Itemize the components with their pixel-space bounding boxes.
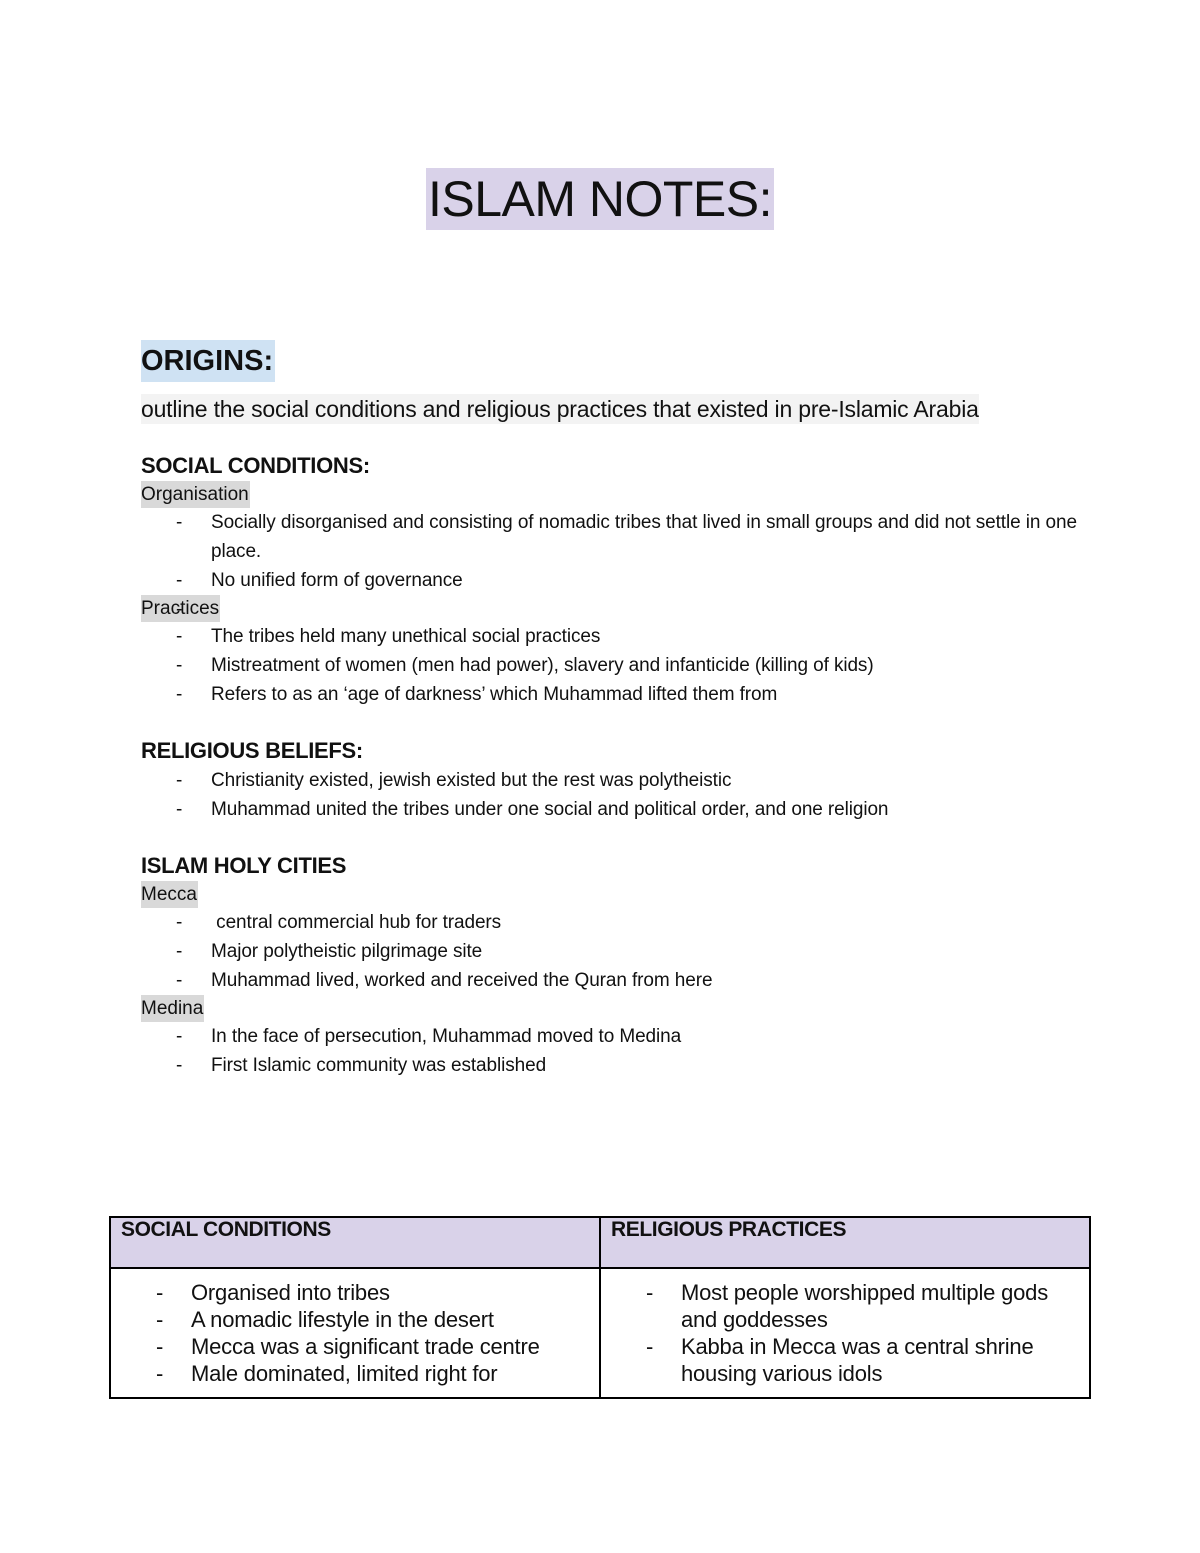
social-conditions-column-header: SOCIAL CONDITIONS <box>110 1217 600 1268</box>
list-item: - The tribes held many unethical social practices <box>176 622 1091 651</box>
social-conditions-cell-list <box>121 1279 589 1387</box>
summary-table <box>109 1216 1091 1399</box>
social-conditions-cell <box>110 1268 600 1398</box>
list-item: - In the face of persecution, Muhammad moved to Medina <box>176 1022 1091 1051</box>
list-item: - Organised into tribes <box>156 1279 589 1306</box>
list-item: - Kabba in Mecca was a central shrine housing various idols <box>646 1333 1079 1387</box>
list-item: - Most people worshipped multiple gods and goddesses <box>646 1279 1079 1333</box>
outline-text: outline the social conditions and religious practices that existed in pre-Islamic Arabia <box>141 396 979 422</box>
mecca-label: Mecca <box>141 881 198 908</box>
organisation-list <box>141 508 1181 595</box>
page-title: ISLAM NOTES: <box>426 168 774 230</box>
table-row <box>110 1268 1090 1398</box>
mecca-list <box>141 908 1181 995</box>
practices-label: Practices <box>141 595 220 622</box>
list-item: - Refers to as an ‘age of darkness’ which Muhammad lifted them from <box>176 680 1091 709</box>
list-item: - central commercial hub for traders <box>176 908 1091 937</box>
list-item: - Mistreatment of women (men had power), slavery and infanticide (killing of kids) <box>176 651 1091 680</box>
religious-practices-cell-list <box>611 1279 1079 1387</box>
social-conditions-heading: SOCIAL CONDITIONS: <box>141 453 370 478</box>
list-item: - Socially disorganised and consisting of nomadic tribes that lived in small groups and did not settle in one place. <box>176 508 1091 566</box>
origins-section <box>141 340 1181 382</box>
origins-heading: ORIGINS: <box>141 340 275 382</box>
document-body <box>141 340 1181 1080</box>
list-item: - Christianity existed, jewish existed but the rest was polytheistic <box>176 766 1091 795</box>
list-item: - Mecca was a significant trade centre <box>156 1333 589 1360</box>
list-item: - Muhammad lived, worked and received the Quran from here <box>176 966 1091 995</box>
organisation-label: Organisation <box>141 481 250 508</box>
list-item: - A nomadic lifestyle in the desert <box>156 1306 589 1333</box>
list-item: - Major polytheistic pilgrimage site <box>176 937 1091 966</box>
medina-list <box>141 1022 1181 1080</box>
title-container <box>0 168 1200 230</box>
holy-cities-heading: ISLAM HOLY CITIES <box>141 853 347 878</box>
medina-label: Medina <box>141 995 204 1022</box>
table-header-row <box>110 1217 1090 1268</box>
list-item: - Male dominated, limited right for <box>156 1360 589 1387</box>
list-item: - Muhammad united the tribes under one social and political order, and one religion <box>176 795 1091 824</box>
list-item: - First Islamic community was established <box>176 1051 1091 1080</box>
religious-beliefs-heading: RELIGIOUS BELIEFS: <box>141 738 363 763</box>
list-item: - No unified form of governance <box>176 566 1091 595</box>
religious-beliefs-list <box>141 766 1181 824</box>
practices-list <box>141 622 1181 709</box>
religious-practices-cell <box>600 1268 1090 1398</box>
religious-practices-column-header: RELIGIOUS PRACTICES <box>600 1217 1090 1268</box>
